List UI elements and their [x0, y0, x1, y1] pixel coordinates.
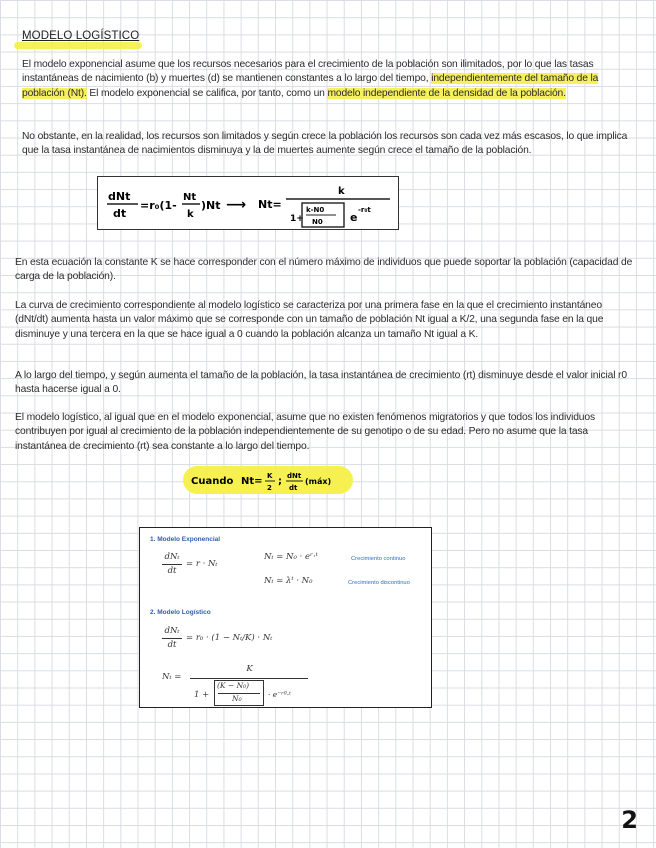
- ref-e5-den-a: 1 +: [194, 690, 210, 700]
- formula-nt-eq: Nt=: [258, 198, 282, 211]
- ref-e1-num: dNₜ: [164, 552, 180, 562]
- intro-text-b: El modelo exponencial se califica, por tanto, como un: [86, 87, 328, 99]
- formula-res-frac-den: N0: [312, 218, 323, 226]
- page-title: MODELO LOGÍSTICO: [22, 30, 140, 42]
- ref-e3-note: Crecimiento discontinuo: [348, 580, 410, 586]
- ref-e4-den: dt: [167, 640, 177, 650]
- cuando-sep: ;: [278, 476, 282, 487]
- ref-e5-num: K: [246, 664, 253, 674]
- cuando-cond-den: 2: [267, 484, 272, 492]
- ref-e5-frac-den: N₀: [232, 694, 242, 703]
- intro-highlight-2: modelo independiente de la densidad de la población.: [327, 87, 566, 99]
- intro-highlight-1: independientemente del tamaño de la población (Nt).: [22, 73, 599, 99]
- logistic-formula: [98, 177, 400, 231]
- paragraph-growth-curve: La curva de crecimiento correspondiente al modelo logístico se caracteriza por una primera fase en la que el crecimiento instantáneo (dNt/dt) aumenta hasta un valor máximo que se corresponde con un tamaño de población Nt igual a K/2, una segunda fase en la que disminuye y una tercera en la que se hace igual a 0 cuando la población alcanza un tamaño Nt igual a K.: [15, 300, 604, 340]
- ref-e5-frac-num: (K − N₀): [217, 681, 250, 690]
- formula-lhs-den: dt: [113, 207, 127, 220]
- formula-res-num: k: [338, 186, 345, 197]
- logistic-formula-box: [97, 176, 399, 230]
- ref-e5-lhs: Nₜ =: [162, 672, 182, 682]
- formula-tail: )Nt: [201, 199, 221, 212]
- formula-res-den-a: 1+: [290, 214, 304, 224]
- ref-e5-bar: [190, 678, 308, 679]
- paragraph-limited-resources: No obstante, en la realidad, los recursos son limitados y según crece la población los recursos son cada vez más escasos, lo que implica que la tasa instantánea de nacimientos disminuya y la de muertes aumente según crece el tamaño de la población.: [22, 131, 628, 157]
- ref-e5-den-b: · e⁻ʳ⁰·ᵗ: [268, 690, 292, 699]
- ref-e4-bar: [162, 638, 182, 639]
- formula-k-den: k: [187, 209, 194, 220]
- cuando-frac-num: dNt: [287, 472, 302, 480]
- page-number: 2: [621, 806, 638, 834]
- cuando-cond-num: K: [267, 472, 273, 480]
- formula-lhs-num: dNt: [108, 190, 131, 203]
- ref-e1-rhs: = r · Nₜ: [186, 559, 218, 569]
- formula-arrow: ⟶: [226, 197, 247, 213]
- paragraph-growth-rate: A lo largo del tiempo, y según aumenta el tamaño de la población, la tasa instantánea de crecimiento (rt) disminuye desde el valor inicial r0 hasta hacerse igual a 0.: [15, 370, 627, 396]
- formula-res-exp-sup: -r₀t: [358, 206, 371, 214]
- ref-e3: Nₜ = λᵗ · N₀: [264, 576, 313, 586]
- formula-res-frac-num: k-N0: [306, 206, 325, 214]
- ref-e2-note: Crecimiento continuo: [351, 556, 406, 562]
- cuando-word: Cuando: [191, 476, 234, 487]
- formula-eq: =r₀(1-: [140, 199, 177, 212]
- intro-paragraph: [22, 58, 634, 101]
- cuando-tail: (máx): [305, 477, 332, 486]
- formula-k-num: Nt: [183, 192, 197, 203]
- ref-e4-num: dNₜ: [164, 626, 180, 636]
- reference-formulas-box: [139, 527, 432, 708]
- ref-e4-rhs: = r₀ · (1 − Nₜ/K) · Nₜ: [186, 633, 273, 643]
- paragraph-carrying-capacity: En esta ecuación la constante K se hace corresponder con el número máximo de individuos que puede soportar la población (capacidad de carga de la población).: [15, 257, 633, 283]
- cuando-frac-den: dt: [289, 484, 298, 492]
- cuando-note: [183, 466, 353, 494]
- title-highlight: [14, 42, 142, 49]
- ref-heading-logistic: 2. Modelo Logístico: [150, 609, 211, 616]
- ref-e1-den: dt: [167, 566, 177, 576]
- intro-text-a: El modelo exponencial asume que los recursos necesarios para el crecimiento de la población son ilimitados, por lo que las tasas instantáneas de nacimiento (b) y muertes (d) se mantienen constantes a lo largo del tiempo,: [22, 59, 594, 85]
- formula-res-exp: e: [350, 211, 358, 224]
- cuando-cond: Nt=: [241, 476, 263, 487]
- paragraph-assumptions: El modelo logístico, al igual que en el modelo exponencial, asume que no existen fenómenos migratorios y que todos los individuos contribuyen por igual al crecimiento de la población independientemente de su genotipo o de su edad. Pero no asume que la tasa instantánea de crecimiento (rt) sea constante a lo largo del tiempo.: [15, 412, 595, 452]
- ref-e1-bar: [162, 564, 182, 565]
- ref-heading-exponential: 1. Modelo Exponencial: [150, 536, 221, 543]
- ref-e2: Nₜ = N₀ · eʳ·ᵗ: [264, 552, 318, 562]
